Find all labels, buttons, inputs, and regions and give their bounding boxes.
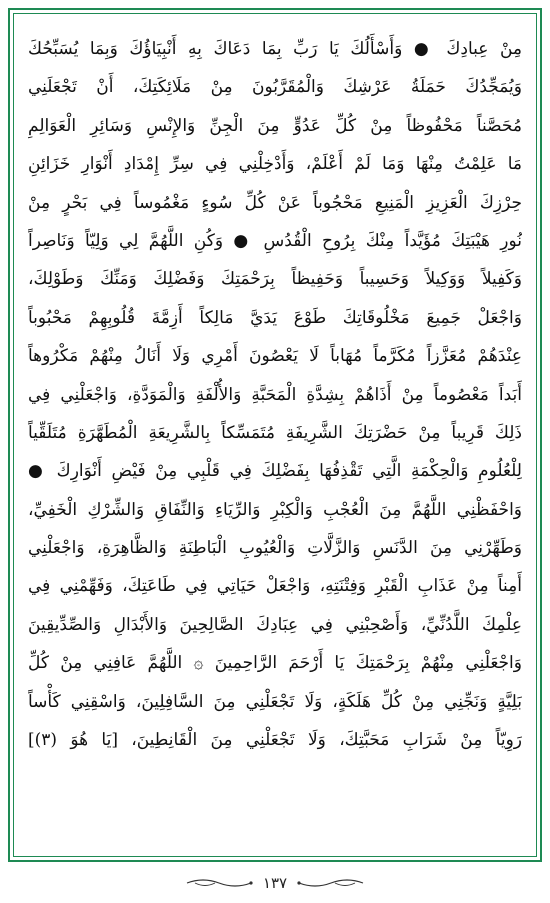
text-line: لِلْعُلُومِ وَالْحِكْمَةِ الَّتِي تَقْذِفُهَا بِفَضْلِكَ فِي قَلْبِي مِنْ فَيْضِ أَنْوَارِكَ ● — [28, 461, 522, 482]
text-line: عِلْمِكَ اللَّدُنِّيِّ، وَأَصْحِبْنِي فِي عِبَادِكَ الصَّالِحِينَ وَالأَبْدَالِ وَالصِّدِّيقِينَ — [28, 614, 522, 635]
text-line: وَاجْعَلْنِي مِنْهُمْ بِرَحْمَتِكَ يَا أَرْحَمَ الرَّاحِمِينَ ۞ اللَّهُمَّ عَافِنِي مِنْ كُلِّ — [28, 653, 522, 674]
text-line: عِنْدَهُمْ مُعَزَّزاً مُكَرَّماً مُهَاباً لَا يَعْصُونَ أَمْرِي وَلَا أَنَالُ مِنْهُمْ مَكْرُوهاً — [28, 346, 522, 367]
page-number: ١٣٧ — [262, 874, 288, 892]
ornament-left-icon — [185, 877, 255, 889]
ornament-right-icon — [295, 877, 365, 889]
page-footer — [0, 868, 550, 898]
text-line: ذَلِكَ قَرِيباً مِنْ حَضْرَتِكَ الشَّرِيفَةِ مُتَمَسِّكاً بِالشَّرِيعَةِ الْمُطَهَّرَةِ مُتَلَقِّياً — [28, 422, 522, 443]
text-line: أَمِناً مِنْ عَذَابِ الْقَبْرِ وَفِتْنَتِهِ، وَاجْعَلْ حَيَاتِي فِي طَاعَتِكَ، وَفَهِّمْنِي فِي — [28, 576, 522, 597]
text-line: وَاحْفَظْنِي اللَّهُمَّ مِنَ الْعُجْبِ وَالْكِبْرِ وَالرِّيَاءِ وَالنِّفَاقِ وَالشِّرْكِ الْخَفِيِّ، — [28, 499, 522, 520]
text-block — [28, 30, 522, 759]
text-line: حِرْزِكَ الْعَزِيزِ الْمَنِيعِ مَحْجُوباً عَنْ كُلِّ سُوءٍ مَغْمُوساً فِي بَحْرٍ مِنْ — [28, 192, 522, 213]
text-line: وَطَهِّرْنِي مِنَ الدَّنَسِ وَالزَّلَّاتِ وَالْعُيُوبِ الْبَاطِنَةِ وَالظَّاهِرَةِ، وَاجْعَلْنِي — [28, 538, 522, 559]
text-line: مِنْ عِبادِكَ ● وَأَسْأَلُكَ يَا رَبِّ بِمَا دَعَاكَ بِهِ أَنْبِيَاؤُكَ وَبِمَا يُسَبِّحُكَ — [28, 39, 522, 59]
text-line: بَلِيَّةٍ وَنَجِّنِي مِنْ كُلِّ هَلَكَةٍ، وَلَا تَجْعَلْنِي مِنَ السَّافِلِينَ، وَاسْقِنِي كَأْساً — [28, 691, 522, 712]
text-line: أَبَداً مَعْصُوماً مِنْ أَذَاهُمْ بِشِدَّةِ الْمَحَبَّةِ وَالأُلْفَةِ وَالْمَوَدَّةِ، وَاجْعَلْنِي فِي — [28, 384, 522, 405]
text-line: رَوِيّاً مِنْ شَرَابِ مَحَبَّتِكَ، وَلَا تَجْعَلْنِي مِنَ الْقَانِطِينَ، [يَا هُوَ (٣)] — [28, 730, 522, 751]
text-line: وَكَفِيلاً وَوَكِيلاً وَحَسِيباً وَحَفِيظاً بِرَحْمَتِكَ وَفَضْلِكَ وَمَنِّكَ وَطَوْلِكَ، — [28, 269, 522, 290]
text-line: وَاجْعَلْ جَمِيعَ مَخْلُوقَاتِكَ طَوْعَ يَدَيَّ مَالِكاً أَزِمَّةَ قُلُوبِهِمْ مَحْبُوباً — [28, 307, 522, 328]
text-line: مَا عَلِمْتُ مِنْهَا وَمَا لَمْ أَعْلَمْ، وَأَدْخِلْنِي فِي سِرِّ إِمْدَادِ أَنْوَارِ خَزَائِنِ — [28, 154, 522, 175]
text-line: وَيُمَجِّدُكَ حَمَلَةُ عَرْشِكَ وَالْمُقَرَّبُونَ مِنْ مَلَائِكَتِكَ، أَنْ تَجْعَلَنِي — [28, 77, 522, 98]
text-line: مُحَصَّناً مَحْفُوظاً مِنْ كُلِّ عَدُوٍّ مِنَ الْجِنِّ وَالإِنْسِ وَسَائِرِ الْعَوَالِمِ — [28, 115, 522, 136]
text-line: نُورِ هَيْبَتِكَ مُؤَيَّداً مِنْكَ بِرُوحِ الْقُدُسِ ● وَكُنِ اللَّهُمَّ لِي وَلِيّاً وَنَاصِراً — [28, 230, 522, 251]
